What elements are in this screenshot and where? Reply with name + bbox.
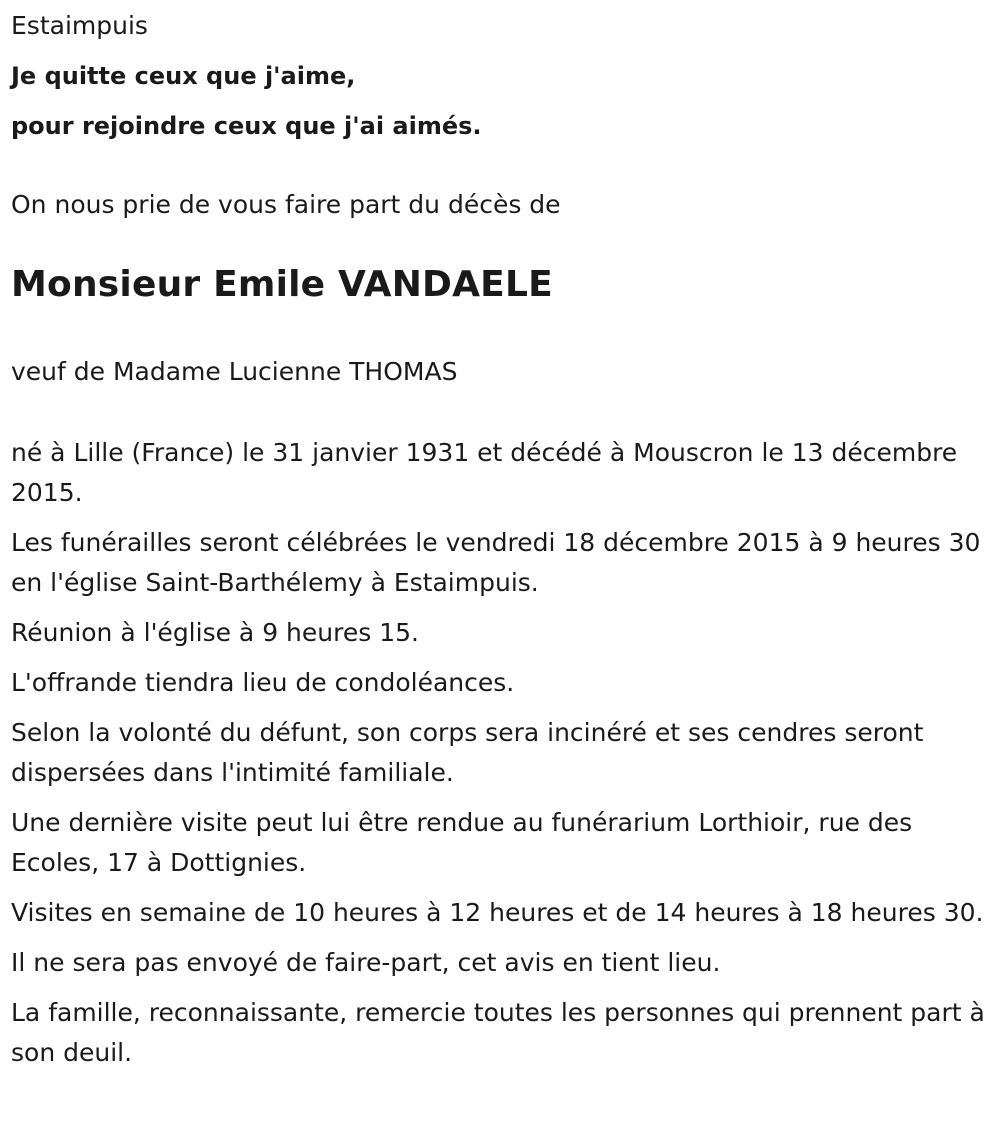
birth-death-paragraph: né à Lille (France) le 31 janvier 1931 et décédé à Mouscron le 13 décembre 2015. xyxy=(11,438,958,507)
offering-paragraph: L'offrande tiendra lieu de condoléances. xyxy=(11,668,515,697)
visit-hours-paragraph: Visites en semaine de 10 heures à 12 heures et de 14 heures à 18 heures 30. xyxy=(11,898,984,927)
visit-paragraph: Une dernière visite peut lui être rendue au funérarium Lorthioir, rue des Ecoles, 17 à Dottignies. xyxy=(11,808,913,877)
obituary-body xyxy=(11,433,991,1083)
thanks-paragraph: La famille, reconnaissante, remercie toutes les personnes qui prennent part à son deuil. xyxy=(11,998,985,1067)
meeting-paragraph: Réunion à l'église à 9 heures 15. xyxy=(11,618,419,647)
quote-line-2: pour rejoindre ceux que j'ai aimés. xyxy=(11,112,482,140)
announcement-intro: On nous prie de vous faire part du décès de xyxy=(11,190,561,219)
funeral-paragraph: Les funérailles seront célébrées le vendredi 18 décembre 2015 à 9 heures 30 en l'église Saint-Barthélemy à Estaimpuis. xyxy=(11,528,981,597)
cremation-paragraph: Selon la volonté du défunt, son corps sera incinéré et ses cendres seront dispersées dans l'intimité familiale. xyxy=(11,718,924,787)
widow-of-text: veuf de Madame Lucienne THOMAS xyxy=(11,357,458,386)
deceased-name: Monsieur Emile VANDAELE xyxy=(11,264,553,305)
location-heading: Estaimpuis xyxy=(11,11,148,40)
quote-line-1: Je quitte ceux que j'aime, xyxy=(11,62,356,90)
no-announcement-paragraph: Il ne sera pas envoyé de faire-part, cet avis en tient lieu. xyxy=(11,948,721,977)
